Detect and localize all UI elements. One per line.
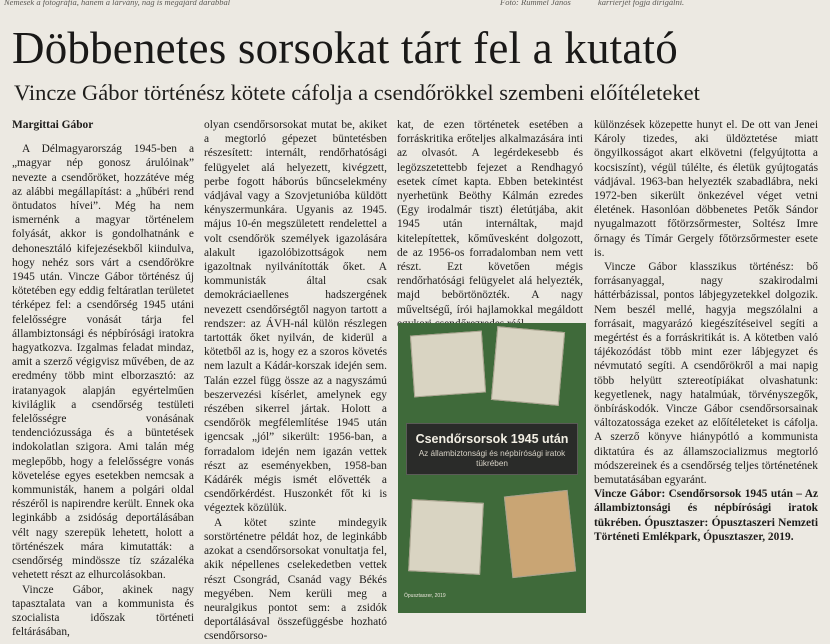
paragraph: A Délmagyarország 1945-ben a „magyar nép gonosz árulóinak” nevezte a csendőröket, hozzátéve még az alábbi megállapítást: a „hűbéri rend öntudatos hívei”. Még ha nem ismernénk a magyar történelem folyását, akkor is gondolhatnánk e dehonesztáló kifejezésekből kiindulva, hogy nehéz sors várt a csendőrökre 1945 után. Vincze Gábor történész új kötetében egy eddig feltáratlan területet térképez fel: a csendőrség 1945 utáni felelősségre vonását tárja fel állambiztonsági és népbírósági iratokra hagyatkozva. Izgalmas feladat mindaz, amit a szerző végigvisz művében, de az eredmény több mint elborzasztó: az iratanyagok alapján egyértelműen kiviláglik a csendőrség testületi felelősségre vonásának tendenciózussága és a büntetések indokolatlan szigora. Ami talán még meglepőbb, hogy a felelősségre vonás követelése egyes esetekben nemcsak a kommunisták, hanem a polgári oldal részéről is napirendre került. Ennek oka leginkább a zsidóság deportálásában vélt nagy szerepük lehetett, holott a történészek mára kimutatták: a csendőrség mindössze tíz százaléka vehetett részt az elhurcolásokban. [12,143,194,582]
archive-document [504,490,576,578]
paragraph: kat, de ezen történetek esetében a forráskritika erőteljes alkalmazására inti az olvasót. A legérdekesebb és legözszetettebb fejezet a Rendhagyó esetek címet kapta. Ebben betekintést nyerhetünk Beöthy Kálmán ezredes (Egy irodalmár tiszt) életútjába, akit 1945 után internáltak, majd kitelepítettek, kőművesként dolgozott, de az 1956-os forradalomban nem vett részt. Ezt követően mégis rendőrhatósági felügyelet alá helyezték, majd bebörtönözték. A nagy műveltségű, írói hajlamokkal megáldott [397,119,583,316]
archive-document [491,326,565,406]
book-title-plate [406,423,578,475]
paragraph: Vincze Gábor, akinek nagy tapasztalata van a kommunista és szocialista időszak történeti feltárásában, [12,583,194,639]
previous-article-strip [0,0,830,12]
article-column-2 [204,118,387,643]
paragraph: A kötet szinte mindegyik sorstörténetre példát hoz, de leginkább azokat a csendőrsorsokat vonultatja fel, akik népellenes cselekedetben vettek részt Csongrád, Csanád vagy Békés megyében. Nem kerüli meg a neuralgikus pontot sem: a zsidók deportálásával összefüggésbe hozható csendőrsorso- [204,516,387,643]
book-publisher-line: Ópusztaszer, 2019 [404,593,446,599]
book-subtitle: Az állambiztonsági és népbírósági iratok tükrében [418,449,566,468]
headline: Döbbenetes sorsokat tárt fel a kutató [12,23,678,73]
strip-text-right: karrierjét fogja dirigálni. [598,0,685,7]
paragraph: Vincze Gábor klasszikus történész: bő forrásanyaggal, nagy szakirodalmi háttérbázissal, pontos lábjegyzetekkel dolgozik. Nem beszél mellé, hagyja megszólalni a forrásait, magyarázó kiegészítéseivel segíti a megértést és a forráskritikát is. A kötetben való tájékozódást több mint ezer lábjegyzet és névmutató segíti. A csendőrökről a mai napig több helyütt sztereotípiákat olvashatunk: kegyetlenek, nagy hatalmúak, törvényszegők, önbíráskodók. Vincze Gábor csendőrsorsainak változatossága ezeket az előítéleteket is cáfolja. A szerző könyve hiánypótló a kommunista diktatúra és az államszocializmus megtorló módszereinek és a csendőrség teljes történetének bemutatásában egyaránt. [594,261,818,487]
archive-document [410,331,486,398]
article-column-1 [12,118,194,639]
book-cover-image [398,323,586,613]
paragraph: különzések közepette hunyt el. De ott van Jenei Károly tizedes, aki üldöztetése miatt öngyilkosságot akart elkövetni (felgyújtotta a kocsiszínt), végül túlélte, és életük gyújtogatás vádjával. 1963-ban helyezték szabadlábra, neki 1972-ben sikerült önkezével véget vetni életének. Hasonlóan döbbenetes Petők Sándor nyugalmazott főtörzsőrmester, Soltész Imre őrnagy és Tímár Gergely főtörzsőrmester esete is. [594,119,818,259]
book-caption: Vincze Gábor: Csendőrsorsok 1945 után – Az állambiztonsági és népbírósági iratok tükrében. Ópusztaszer: Ópusztaszeri Nemzeti Történeti Emlékpark, Ópusztaszer, 2019. [594,488,818,543]
archive-document [408,499,484,575]
article-column-4 [594,118,818,613]
subheadline: Vincze Gábor történész kötete cáfolja a csendőrökkel szembeni előítéleteket [14,80,700,105]
article-column-3 [397,118,583,316]
strip-photo-credit: Fotó: Rummel János [500,0,571,7]
strip-text-left: Nemesek a fotográfia, hanem a lárvány, nag is megajárd darabbal [4,0,231,7]
book-title: Csendőrsorsok 1945 után [415,432,569,446]
author-byline: Margittai Gábor [12,119,94,131]
paragraph: olyan csendőrsorsokat mutat be, akiket a megtorló gépezet büntetésben részesített: internált, rendőrhatósági felügyelet alá helyezett, kivégzett, perbe fogott háborús bűncselekmény vádjával vagy a Szovjetunióba küldött kényszermunkára. Ugyanis az 1945. május 10-én megszületett rendelettel a volt csendőrök személyek igazolására alakult igazolóbizottságok nem igazoltnak nyilvánították őket. A kommunisták által csak demokráciaellenes hadszergének nevezett csendőrségtől nagyon tartott a rendszer: az ÁVH-nál külön részlegen tartották őket nyilván, de kiderül a kötetből az is, hogy ez a szoros követés nem lazult a Kádár-korszak idején sem. Talán ezzel függ össze az a nagyszámú beszervezési kísérlet, amelynek egy részében sikerrel jártak. Holott a csendőrök megfélemlítése 1945 után igencsak „jól” sikerült: 1956-ban, a forradalom idején nem igazán vettek részt az eseményekben, 1958-ban Kádárék mégis ismét elővették a csendőrkérdést. Huszonkét főt ki is végeztek közülük. [204,119,387,515]
